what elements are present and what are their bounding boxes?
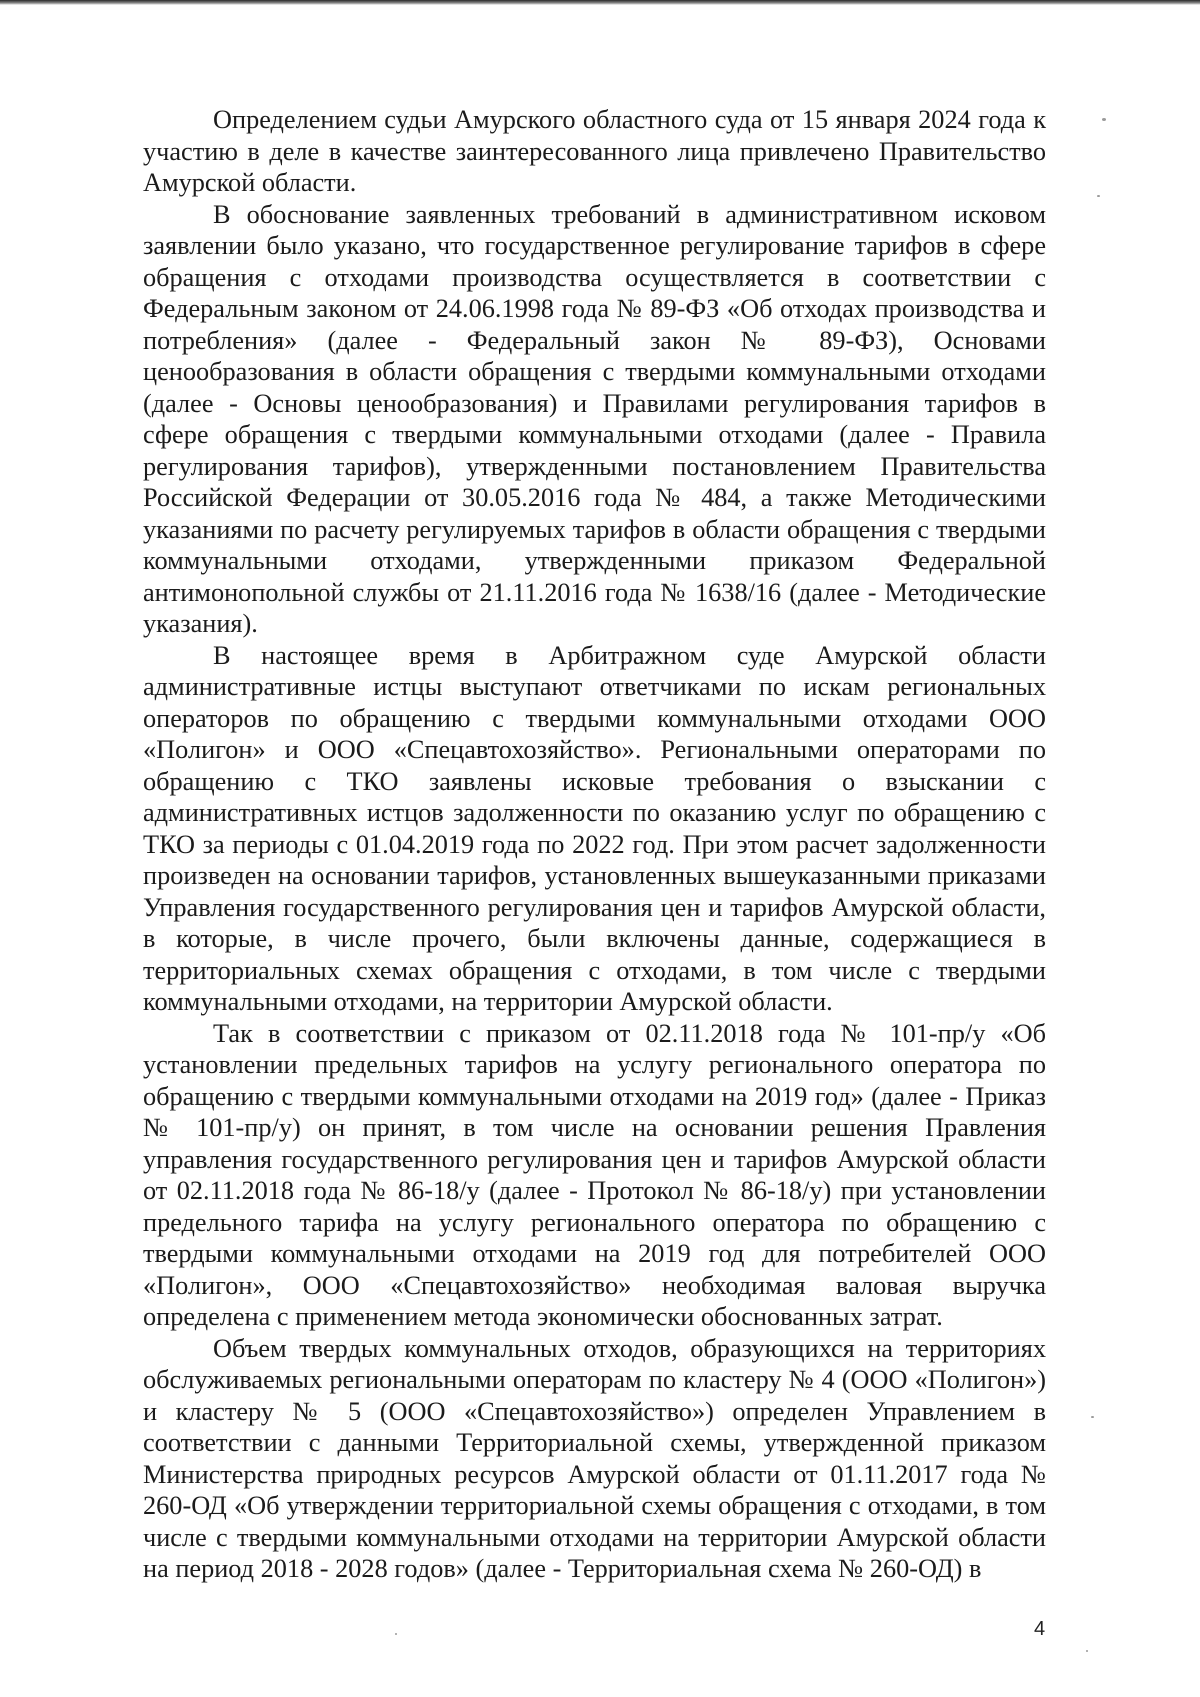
scan-speck — [1086, 1650, 1088, 1652]
paragraph-3: В настоящее время в Арбитражном суде Амурской области административные истцы выступают ответчиками по искам региональных операторов по обращению с твердыми коммунальными отходами ООО «Полигон» и ООО «Спецавтохозяйство». Региональными операторами по обращению с ТКО заявлены исковые требования о взыскании с административных истцов задолженности по оказанию услуг по обращению с ТКО за периоды с 01.04.2019 года по 2022 год. При этом расчет задолженности произведен на основании тарифов, установленных вышеуказанными приказами Управления государственного регулирования цен и тарифов Амурской области, в которые, в числе прочего, были включены данные, содержащиеся в территориальных схемах обращения с отходами, в том числе с твердыми коммунальными отходами, на территории Амурской области. — [143, 640, 1046, 1016]
document-body — [143, 104, 1046, 1585]
paragraph-2: В обоснование заявленных требований в административном исковом заявлении было указано, что государственное регулирование тарифов в сфере обращения с отходами производства осуществляется в соответствии с Федеральным законом от 24.06.1998 года № 89-ФЗ «Об отходах производства и потребления» (далее - Федеральный закон № 89-ФЗ), Основами ценообразования в области обращения с твердыми коммунальными отходами (далее - Основы ценообразования) и Правилами регулирования тарифов в сфере обращения с твердыми коммунальными отходами (далее - Правила регулирования тарифов), утвержденными постановлением Правительства Российской Федерации от 30.05.2016 года № 484, а также Методическими указаниями по расчету регулируемых тарифов в области обращения с твердыми коммунальными отходами, утвержденными приказом Федеральной антимонопольной службы от 21.11.2016 года № 1638/16 (далее - Методические указания). — [143, 199, 1046, 638]
scan-speck — [1097, 195, 1100, 197]
scan-speck — [395, 1633, 397, 1635]
page-number: 4 — [1034, 1618, 1046, 1640]
scan-top-edge — [0, 0, 1200, 5]
scan-speck — [1091, 1416, 1094, 1418]
scan-speck — [1102, 118, 1106, 121]
paragraph-1: Определением судьи Амурского областного суда от 15 января 2024 года к участию в деле в качестве заинтересованного лица привлечено Правительство Амурской области. — [143, 105, 1046, 197]
paragraph-4: Так в соответствии с приказом от 02.11.2018 года № 101-пр/у «Об установлении предельных тарифов на услугу регионального оператора по обращению с твердыми коммунальными отходами на 2019 год» (далее - Приказ № 101-пр/у) он принят, в том числе на основании решения Правления управления государственного регулирования цен и тарифов Амурской области от 02.11.2018 года № 86-18/у (далее - Протокол № 86-18/у) при установлении предельного тарифа на услугу регионального оператора по обращению с твердыми коммунальными отходами на 2019 год для потребителей ООО «Полигон», ООО «Спецавтохозяйство» необходимая валовая выручка определена с применением метода экономически обоснованных затрат. — [143, 1018, 1046, 1331]
paragraph-5: Объем твердых коммунальных отходов, образующихся на территориях обслуживаемых региональными операторам по кластеру № 4 (ООО «Полигон») и кластеру № 5 (ООО «Спецавтохозяйство») определен Управлением в соответствии с данными Территориальной схемы, утвержденной приказом Министерства природных ресурсов Амурской области от 01.11.2017 года № 260-ОД «Об утверждении территориальной схемы обращения с отходами, в том числе с твердыми коммунальными отходами на территории Амурской области на период 2018 - 2028 годов» (далее - Территориальная схема № 260-ОД) в — [143, 1333, 1046, 1583]
